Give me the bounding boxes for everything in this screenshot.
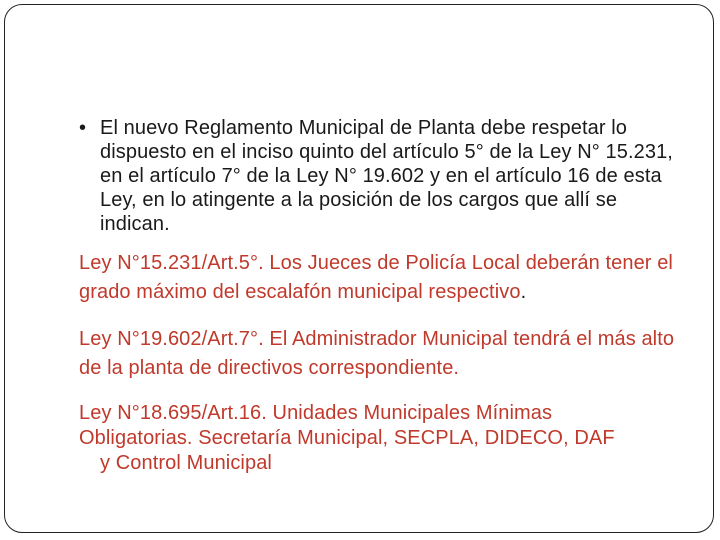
reference-ley-19602: Ley N°19.602/Art.7°. El Administrador Municipal tendrá el más alto de la planta de directivos correspondiente. [79,328,675,379]
slide-content [79,116,689,476]
reference-ley-15231-text: Ley N°15.231/Art.5°. Los Jueces de Policía Local deberán tener el grado máximo del escalafón municipal respectivo [79,252,679,303]
reference-ley-15231 [79,249,689,307]
reference-ley-18695 [79,401,689,476]
bullet-icon: • [79,117,87,139]
bullet-text: El nuevo Reglamento Municipal de Planta debe respetar lo dispuesto en el inciso quinto del artículo 5° de la Ley N° 15.231, en el artículo 7° de la Ley N° 19.602 y en el artículo 16 de esta Ley, en lo atingente a la posición de los cargos que allí se indican. [100,117,673,235]
reference-ley-15231-period: . [520,281,527,303]
bullet-paragraph [79,116,689,236]
reference-ley-18695-line1: Ley N°18.695/Art.16. Unidades Municipales Mínimas [79,402,553,424]
reference-ley-18695-line3: y Control Municipal [100,452,272,474]
reference-ley-18695-line2: Obligatorias. Secretaría Municipal, SECPLA, DIDECO, DAF [79,427,615,449]
